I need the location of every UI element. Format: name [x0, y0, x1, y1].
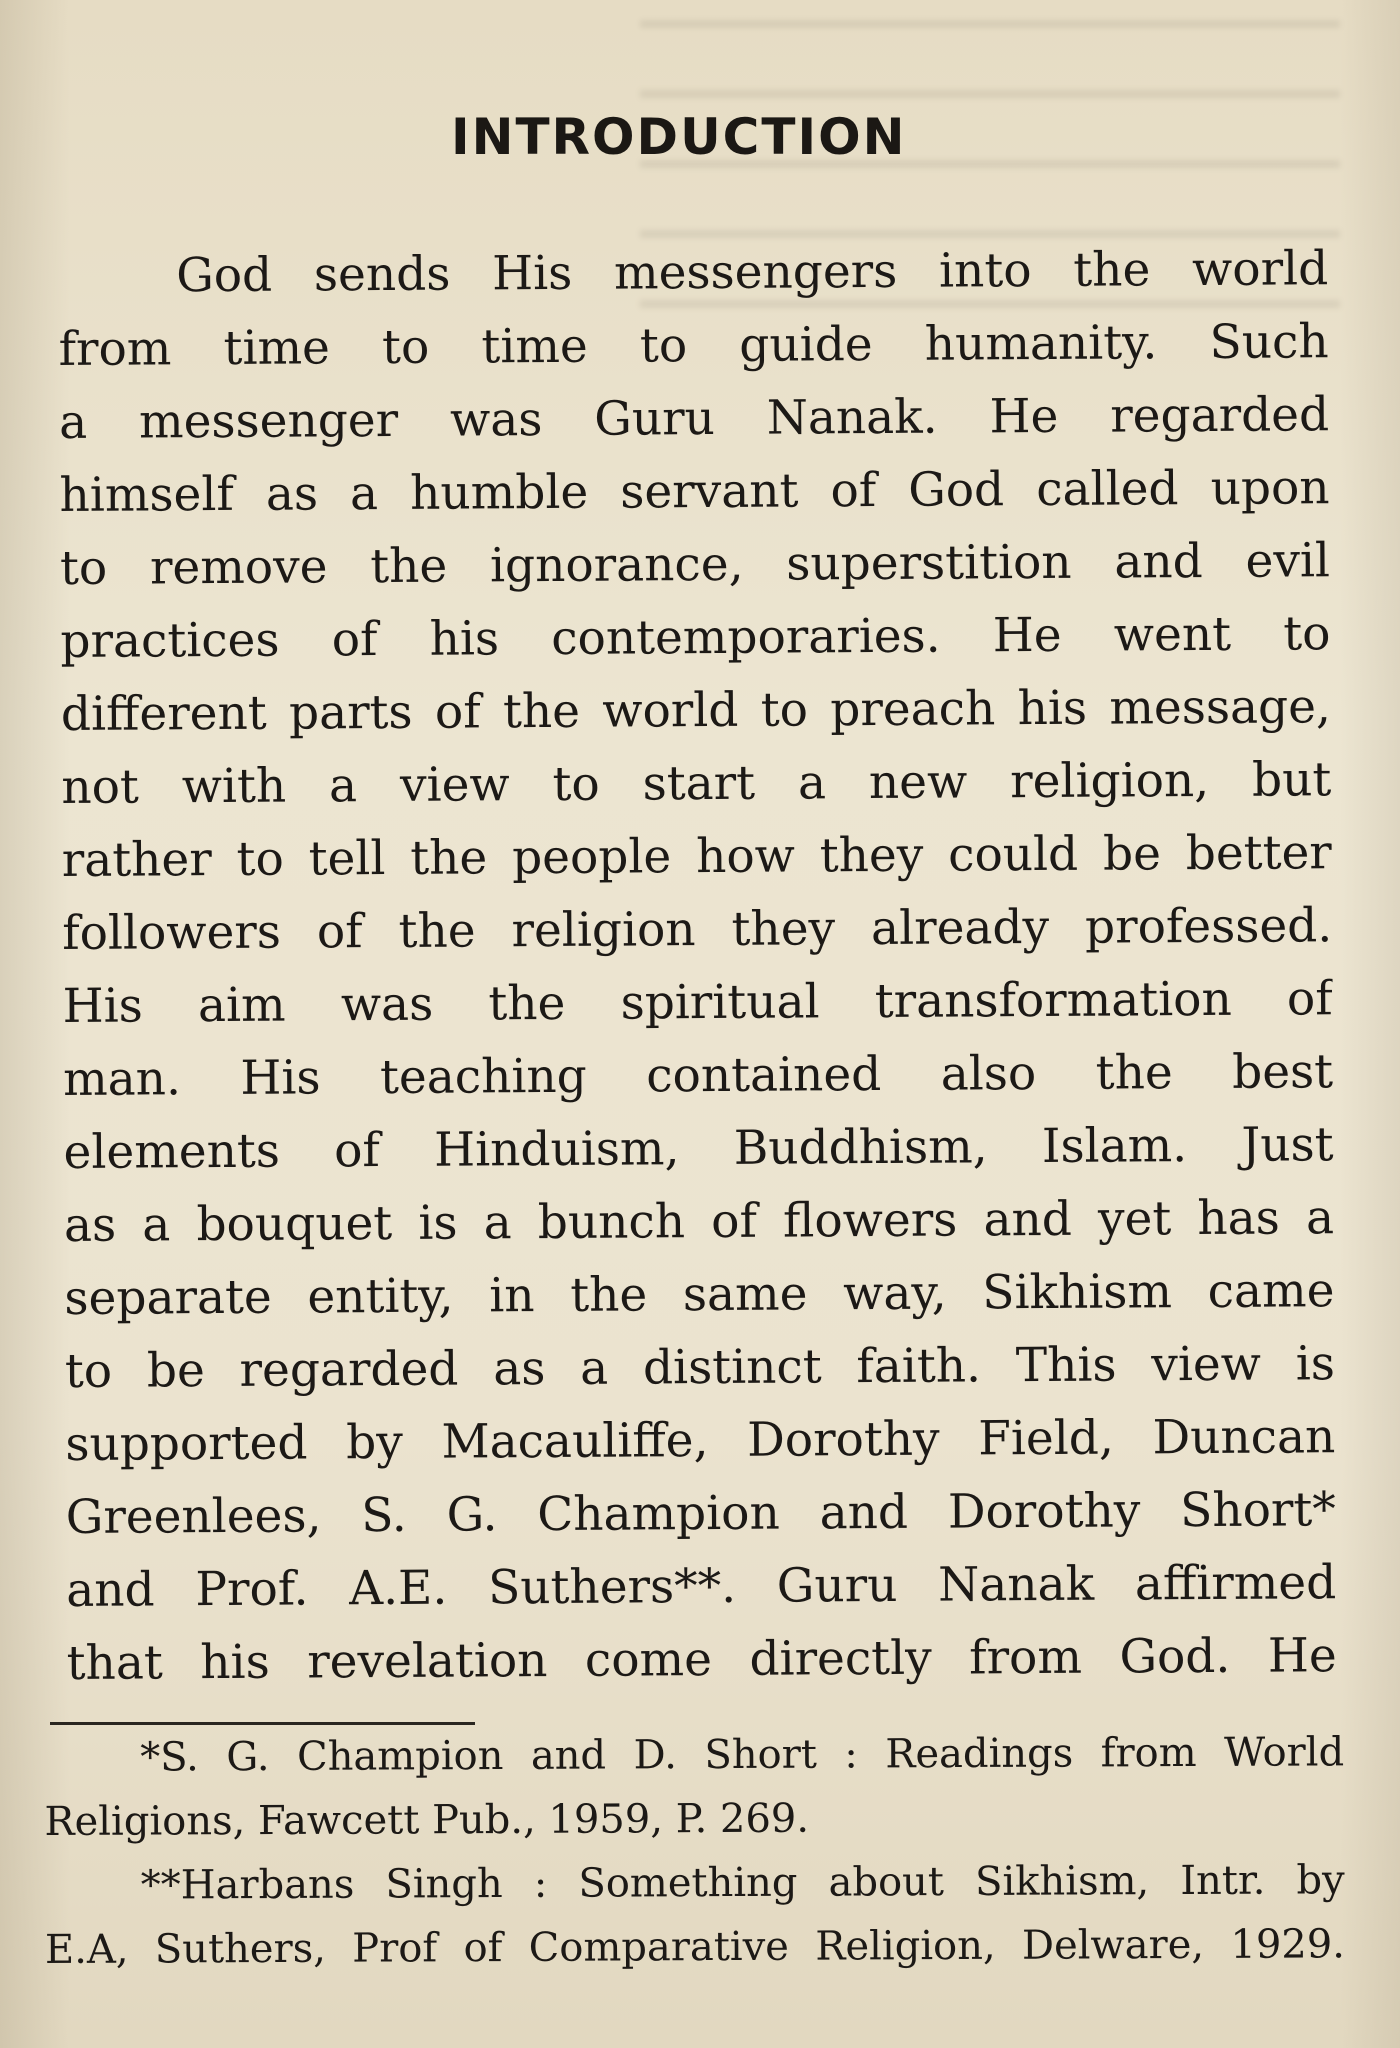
body-line: supported by Macauliffe, Dorothy Field, Duncan: [65, 1409, 1336, 1472]
body-line: from time to time to guide humanity. Such: [58, 314, 1329, 377]
body-line: himself as a humble servant of God called upon: [59, 460, 1330, 523]
body-line: and Prof. A.E. Suthers**. Guru Nanak affirmed: [66, 1555, 1337, 1618]
body-line: to remove the ignorance, superstition and evil: [59, 533, 1331, 596]
body-line: as a bouquet is a bunch of flowers and yet has a: [63, 1190, 1335, 1253]
footnote-1-line-2: Religions, Fawcett Pub., 1959, P. 269.: [44, 1795, 810, 1845]
footnote-2-line-1: **Harbans Singh : Something about Sikhism, Intr. by: [140, 1857, 1345, 1909]
body-line: separate entity, in the same way, Sikhism came: [64, 1263, 1335, 1326]
footnote-2-line-2: E.A, Suthers, Prof of Comparative Religion, Delware, 1929.: [44, 1921, 1346, 1973]
footnotes: [44, 1720, 1345, 1982]
body-line: different parts of the world to preach his message,: [60, 679, 1332, 742]
page-title: INTRODUCTION: [451, 108, 907, 166]
body-line: God sends His messengers into the world: [176, 241, 1329, 304]
body-line: His aim was the spiritual transformation of: [62, 971, 1333, 1034]
body-line: not with a view to start a new religion, but: [61, 752, 1332, 815]
body-line: rather to tell the people how they could be better: [61, 825, 1332, 888]
body-line: Greenlees, S. G. Champion and Dorothy Short*: [65, 1482, 1336, 1545]
body-line: practices of his contemporaries. He went to: [60, 606, 1331, 669]
body-line: man. His teaching contained also the best: [62, 1044, 1334, 1107]
footnote-1-line-1: *S. G. Champion and D. Short : Readings from World: [140, 1729, 1345, 1781]
body-paragraph: [58, 232, 1337, 1700]
body-line: to be regarded as a distinct faith. This view is: [64, 1336, 1336, 1399]
body-line: followers of the religion they already professed.: [62, 898, 1333, 961]
body-line: a messenger was Guru Nanak. He regarded: [58, 387, 1330, 450]
body-line: that his revelation come directly from God. He: [66, 1628, 1337, 1691]
body-line: elements of Hinduism, Buddhism, Islam. Just: [63, 1117, 1334, 1180]
